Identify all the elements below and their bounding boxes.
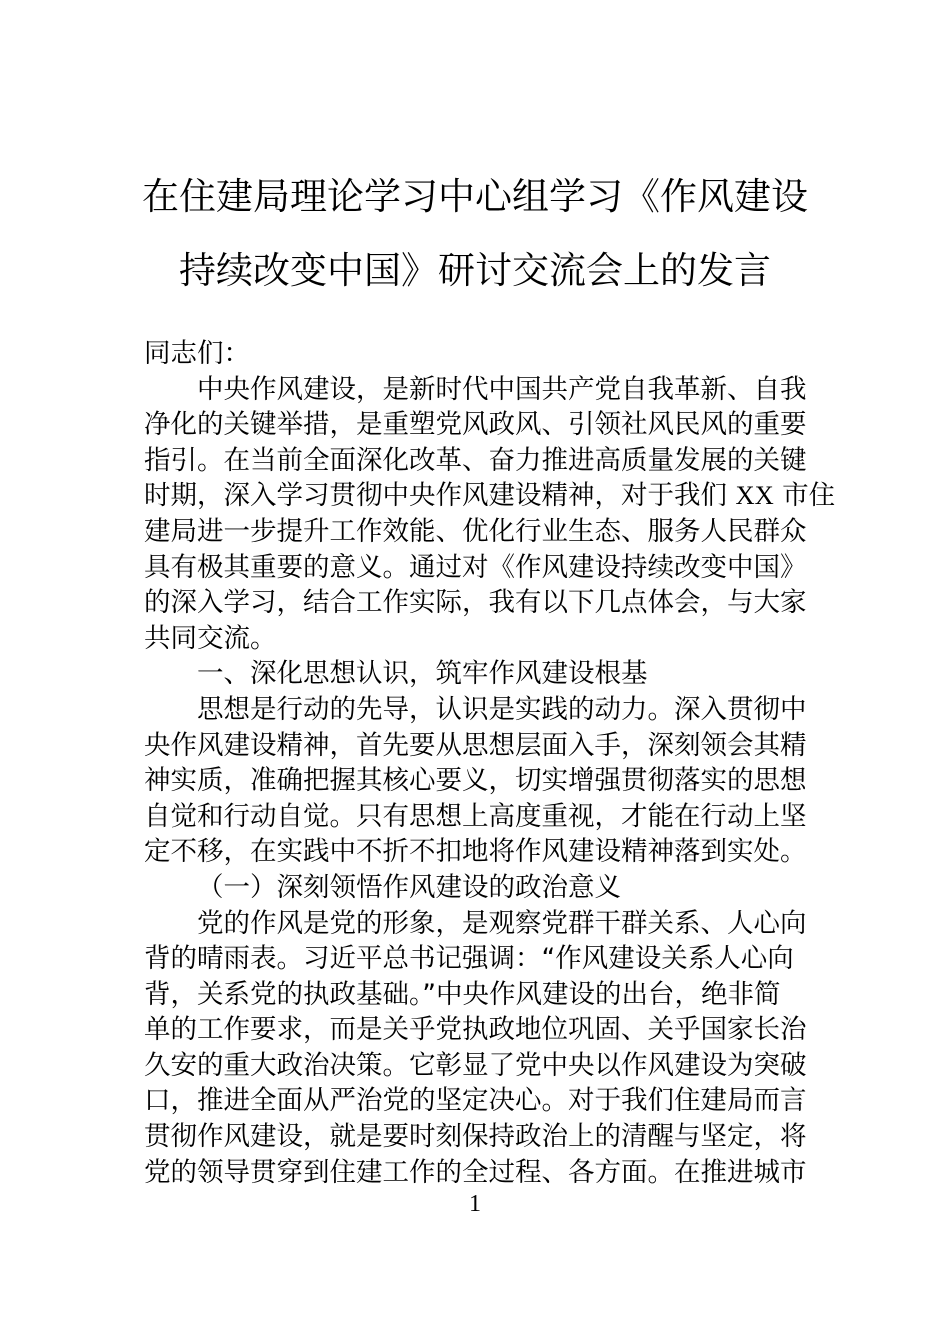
line-text-after: 市住 (773, 480, 836, 512)
paragraph-line: 定不移，在实践中不折不扣地将作风建设精神落到实处。 (144, 836, 807, 868)
paragraph-line: 自觉和行动自觉。只有思想上高度重视，才能在行动上坚 (144, 800, 807, 832)
title-line-2: 持续改变中国》研讨交流会上的发言 (179, 249, 771, 292)
paragraph-line: 净化的关键举措，是重塑党风政风、引领社风民风的重要 (144, 409, 807, 441)
line-text-before: 时期，深入学习贯彻中央作风建设精神，对于我们 (144, 480, 736, 512)
paragraph-line: 党的作风是党的形象，是观察党群干群关系、人心向 (197, 907, 807, 939)
paragraph-line: 久安的重大政治决策。它彰显了党中央以作风建设为突破 (144, 1049, 807, 1081)
paragraph-line: 党的领导贯穿到住建工作的全过程、各方面。在推进城市 (144, 1156, 807, 1188)
document-body (144, 336, 836, 1190)
paragraph-line: 建局进一步提升工作效能、优化行业生态、服务人民群众 (144, 515, 807, 547)
paragraph-line: 背，关系党的执政基础。”中央作风建设的出台，绝非简 (144, 978, 781, 1010)
paragraph-line: 口，推进全面从严治党的坚定决心。对于我们住建局而言 (144, 1085, 807, 1117)
paragraph-line: 共同交流。 (144, 622, 277, 654)
document-title (100, 160, 850, 308)
paragraph-line: 的深入学习，结合工作实际，我有以下几点体会，与大家 (144, 587, 807, 619)
city-placeholder: XX (735, 480, 774, 511)
paragraph-line: 中央作风建设，是新时代中国共产党自我革新、自我 (197, 373, 807, 405)
subsection-heading-1-1: （一）深刻领悟作风建设的政治意义 (197, 871, 621, 903)
paragraph-line (144, 478, 836, 514)
section-heading-1: 一、深化思想认识，筑牢作风建设根基 (197, 658, 648, 690)
page-number: 1 (469, 1191, 481, 1217)
paragraph-line: 思想是行动的先导，认识是实践的动力。深入贯彻中 (197, 693, 807, 725)
paragraph-line: 神实质，准确把握其核心要义，切实增强贯彻落实的思想 (144, 765, 807, 797)
paragraph-line: 央作风建设精神，首先要从思想层面入手，深刻领会其精 (144, 729, 807, 761)
paragraph-line: 具有极其重要的意义。通过对《作风建设持续改变中国》 (144, 551, 807, 583)
paragraph-line: 贯彻作风建设，就是要时刻保持政治上的清醒与坚定，将 (144, 1121, 807, 1153)
paragraph-line: 单的工作要求，而是关乎党执政地位巩固、关乎国家长治 (144, 1014, 807, 1046)
paragraph-line: 指引。在当前全面深化改革、奋力推进高质量发展的关键 (144, 444, 807, 476)
salutation: 同志们： (144, 338, 250, 369)
paragraph-line: 背的晴雨表。习近平总书记强调：“作风建设关系人心向 (144, 943, 794, 975)
title-line-1: 在住建局理论学习中心组学习《作风建设 (142, 175, 808, 218)
